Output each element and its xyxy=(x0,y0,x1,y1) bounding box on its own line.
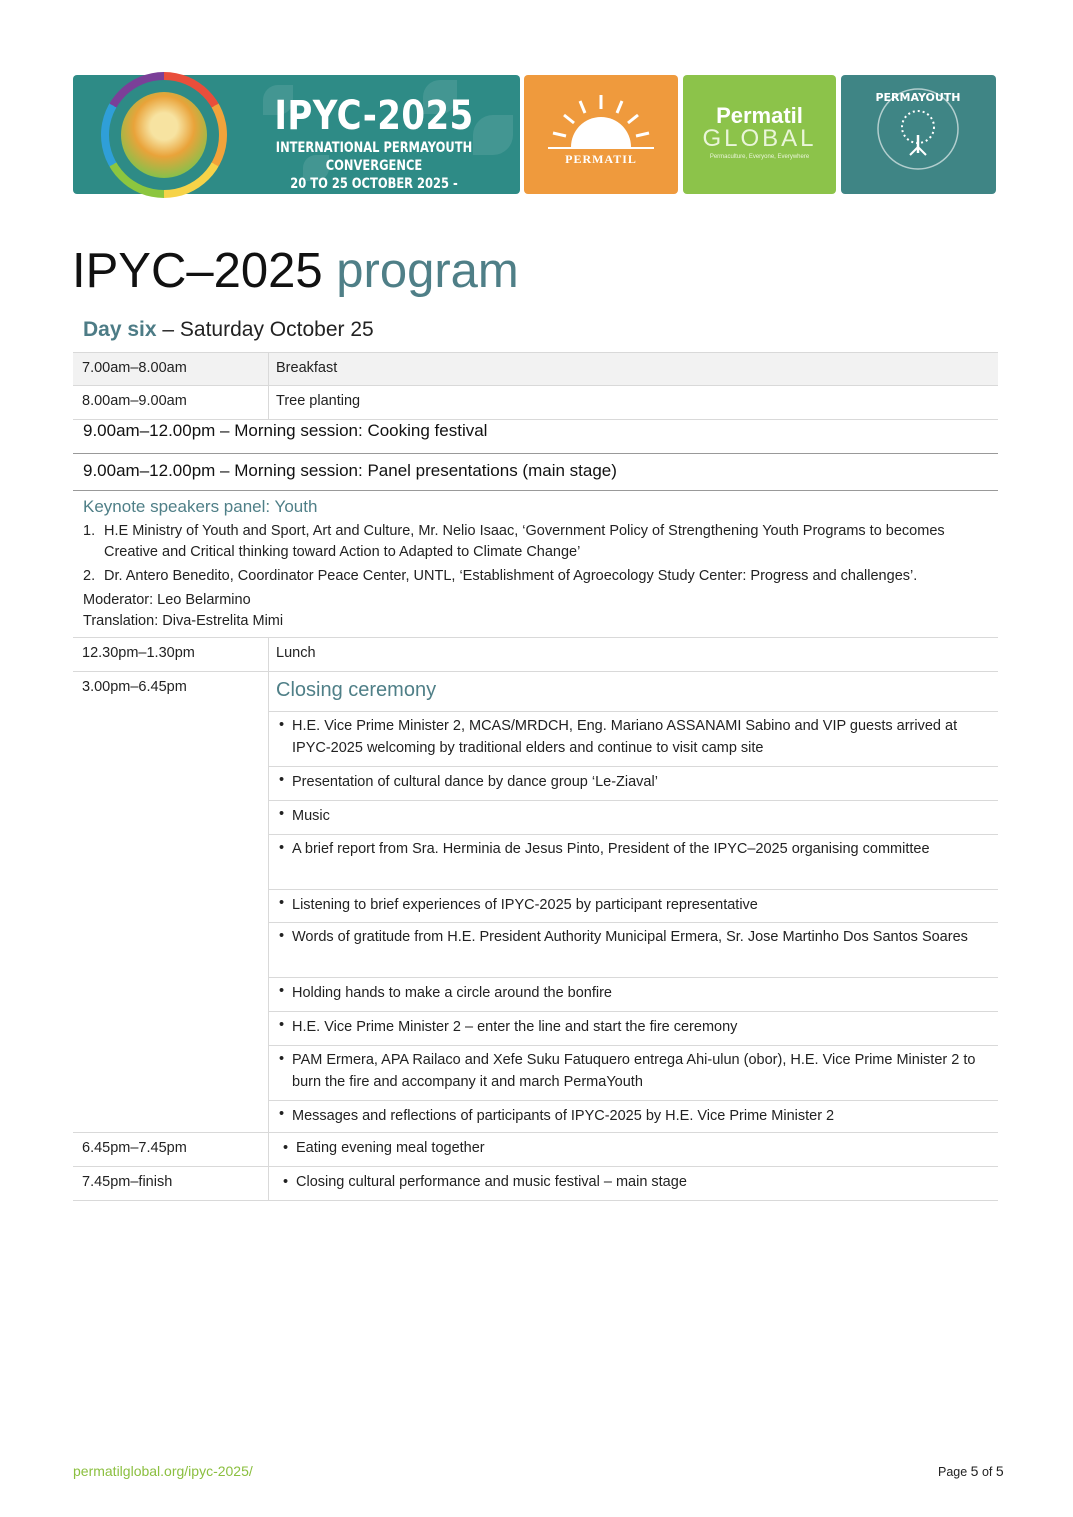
global-word-1: Permatil xyxy=(716,103,803,128)
keynote-panel xyxy=(73,490,998,638)
closing-item xyxy=(269,922,998,977)
closing-item-text: PAM Ermera, APA Railaco and Xefe Suku Fatuquero entrega Ahi-ulun (obor), H.E. Vice Prime Minister 2 to burn the fire and accompany it and march PermaYouth xyxy=(292,1052,976,1090)
header-banner xyxy=(73,75,996,210)
page-current: 5 xyxy=(970,1463,979,1479)
closing-item xyxy=(269,1045,998,1100)
bullet-icon: • xyxy=(279,1051,285,1067)
closing-item-text: Presentation of cultural dance by dance group ‘Le-Ziaval’ xyxy=(292,774,658,790)
closing-item xyxy=(269,711,998,766)
row-desc: Eating evening meal together xyxy=(296,1140,485,1156)
day-label: Day six xyxy=(83,318,157,341)
column-divider xyxy=(268,638,269,1201)
permatil-logo xyxy=(524,75,678,194)
panel-item-text: Dr. Antero Benedito, Coordinator Peace Center, UNTL, ‘Establishment of Agroecology Study Center: Progress and challenges’. xyxy=(104,568,918,584)
schedule-row xyxy=(73,638,998,672)
banner-subtitle-1: INTERNATIONAL PERMAYOUTH CONVERGENCE xyxy=(275,140,473,174)
day-heading xyxy=(83,316,374,344)
bullet-icon: • xyxy=(279,806,285,822)
row-time: 7.00am–8.00am xyxy=(82,360,187,376)
row-desc: Closing cultural performance and music festival – main stage xyxy=(296,1174,687,1190)
permayouth-wordmark: PERMAYOUTH xyxy=(875,91,961,104)
closing-item xyxy=(269,766,998,800)
closing-item-text: H.E. Vice Prime Minister 2, MCAS/MRDCH, Eng. Mariano ASSANAMI Sabino and VIP guests arrived at IPYC-2025 welcoming by traditional elders and continue to visit camp site xyxy=(292,718,958,756)
banner-title: IPYC-2025 xyxy=(274,93,474,139)
page-mid: of xyxy=(978,1465,996,1479)
bullet-icon: • xyxy=(279,1106,285,1122)
closing-title: Closing ceremony xyxy=(276,679,437,701)
session-cooking: 9.00am–12.00pm – Morning session: Cooking festival xyxy=(83,421,488,440)
bullet-icon: • xyxy=(279,717,285,733)
closing-item-text: Music xyxy=(292,808,330,824)
schedule-row xyxy=(73,1133,998,1167)
closing-item xyxy=(269,800,998,834)
panel-item-num: 1. xyxy=(83,523,96,539)
bullet-icon: • xyxy=(279,1017,285,1033)
permayouth-logo xyxy=(841,75,996,194)
closing-item-text: Messages and reflections of participants of IPYC-2025 by H.E. Vice Prime Minister 2 xyxy=(292,1108,835,1124)
bullet-icon: • xyxy=(283,1140,289,1156)
page-number xyxy=(938,1463,1004,1479)
day-date: – Saturday October 25 xyxy=(156,318,374,341)
bullet-icon: • xyxy=(283,1174,289,1190)
column-divider xyxy=(268,352,269,420)
closing-item-text: Holding hands to make a circle around the bonfire xyxy=(292,985,612,1001)
bullet-icon: • xyxy=(279,895,285,911)
closing-time: 3.00pm–6.45pm xyxy=(82,679,187,695)
closing-item-text: Listening to brief experiences of IPYC-2025 by participant representative xyxy=(292,897,758,913)
schedule-row xyxy=(73,1167,998,1201)
panel-item xyxy=(83,566,988,587)
session-row xyxy=(73,454,998,490)
panel-item-text: H.E Ministry of Youth and Sport, Art and Culture, Mr. Nelio Isaac, ‘Government Policy of Strengthening Youth Programs to becomes Creative and Critical thinking toward Action to Adapted to Climate Change’ xyxy=(104,523,945,560)
session-panel: 9.00am–12.00pm – Morning session: Panel presentations (main stage) xyxy=(83,461,617,480)
closing-item xyxy=(269,977,998,1011)
title-accent: program xyxy=(336,244,519,298)
panel-moderator: Moderator: Leo Belarmino xyxy=(83,592,251,608)
page-total: 5 xyxy=(995,1463,1004,1479)
global-tagline: Permaculture, Everyone, Everywhere xyxy=(709,154,810,160)
banner-subtitle-2: 20 TO 25 OCTOBER 2025 - TIMOR-LESTE xyxy=(290,176,458,210)
global-word-2: GLOBAL xyxy=(702,125,817,152)
convergence-logo xyxy=(101,72,227,198)
bullet-icon: • xyxy=(279,840,285,856)
row-desc: Breakfast xyxy=(276,360,338,376)
schedule-row xyxy=(73,352,998,386)
closing-item xyxy=(269,1100,998,1133)
bullet-icon: • xyxy=(279,772,285,788)
bullet-icon: • xyxy=(279,983,285,999)
closing-item-text: Words of gratitude from H.E. President Authority Municipal Ermera, Sr. Jose Martinho Dos Santos Soares xyxy=(292,929,968,945)
session-row xyxy=(73,420,998,454)
closing-item-text: A brief report from Sra. Herminia de Jesus Pinto, President of the IPYC–2025 organising committee xyxy=(292,841,930,857)
schedule-row xyxy=(73,386,998,420)
closing-item xyxy=(269,889,998,922)
panel-heading: Keynote speakers panel: Youth xyxy=(83,497,318,516)
permatil-global-logo xyxy=(683,75,836,194)
ipyc-banner xyxy=(73,75,520,210)
row-desc: Tree planting xyxy=(276,393,361,409)
panel-item xyxy=(83,521,988,563)
footer-url-link[interactable]: permatilglobal.org/ipyc-2025/ xyxy=(73,1463,253,1479)
closing-item xyxy=(269,834,998,889)
panel-translation: Translation: Diva-Estrelita Mimi xyxy=(83,613,284,629)
panel-item-num: 2. xyxy=(83,568,96,584)
permatil-wordmark: PERMATIL xyxy=(565,152,637,166)
row-time: 12.30pm–1.30pm xyxy=(82,645,195,661)
page-title xyxy=(72,242,519,300)
bullet-icon: • xyxy=(279,928,285,944)
page-prefix: Page xyxy=(938,1465,971,1479)
sunrise-icon xyxy=(524,75,678,194)
row-time: 6.45pm–7.45pm xyxy=(82,1140,187,1156)
closing-item xyxy=(269,1011,998,1045)
permayouth-tree-icon xyxy=(876,87,960,171)
title-main: IPYC–2025 xyxy=(72,244,323,298)
row-time: 8.00am–9.00am xyxy=(82,393,187,409)
closing-item-text: H.E. Vice Prime Minister 2 – enter the line and start the fire ceremony xyxy=(292,1019,738,1035)
row-desc: Lunch xyxy=(276,645,316,661)
row-time: 7.45pm–finish xyxy=(82,1174,173,1190)
